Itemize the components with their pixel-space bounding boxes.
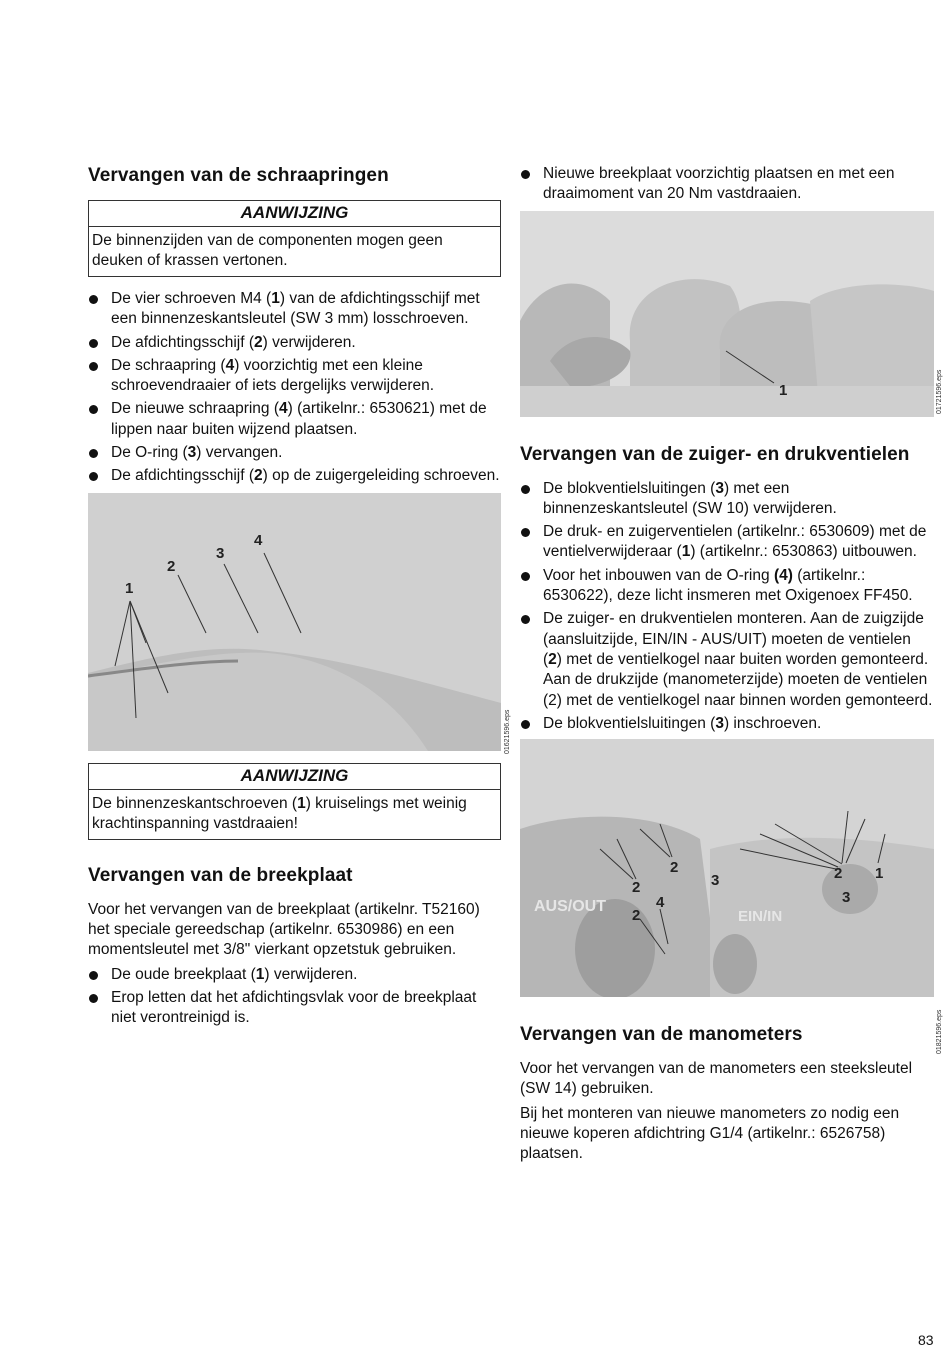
figure-code: 01621596.eps [504, 709, 511, 754]
bullet-list-0 [520, 164, 934, 205]
callout-2a: 2 [632, 879, 641, 897]
figure-ventielen [520, 739, 934, 997]
list-item: De schraapring (4) voorzichtig met een kleine schroevendraaier of iets dergelijks verwijderen. [88, 356, 501, 397]
heading-zuiger-drukventielen: Vervangen van de zuiger- en drukventielen [520, 443, 910, 465]
figure-breekplaat-drawing [520, 211, 934, 417]
callout-3: 3 [216, 544, 225, 562]
callout-3b: 3 [842, 889, 851, 907]
list-item: De afdichtingsschijf (2) op de zuigergeleiding schroeven. [88, 466, 501, 486]
print-ein-in: EIN/IN [738, 908, 783, 926]
figure-schraapring-drawing [88, 493, 501, 751]
list-item: De afdichtingsschijf (2) verwijderen. [88, 333, 501, 353]
note-text: De binnenzijden van de componenten mogen geen deuken of krassen vertonen. [92, 232, 443, 269]
bullet-list-3 [520, 479, 934, 735]
heading-schraapringen: Vervangen van de schraapringen [88, 165, 389, 186]
callout-1: 1 [125, 579, 134, 597]
list-item: Voor het inbouwen van de O-ring (4) (artikelnr.: 6530622), deze licht insmeren met Oxigenoex FF450. [520, 566, 934, 607]
note-box-1 [88, 200, 501, 277]
callout-2c: 2 [632, 907, 641, 925]
list-item: De zuiger- en drukventielen monteren. Aan de zuigzijde (aansluitzijde, EIN/IN - AUS/UIT) moeten de ventielen (2) met de ventielkogel naar buiten worden gemonteerd. Aan de drukzijde (manometerzijde) moeten de ventielen (2) met de ventielkogel naar binnen worden gemonteerd. [520, 609, 934, 710]
bullet-list-2 [88, 965, 501, 1029]
paragraph: Voor het vervangen van de breekplaat (artikelnr. T52160) het speciale gereedschap (artikelnr. 6530986) en een momentsleutel met 3/8" vierkant opzetstuk gebruiken. [88, 900, 480, 959]
right-column [520, 164, 943, 1169]
note-title: AANWIJZING [89, 764, 500, 790]
note-title: AANWIJZING [89, 201, 500, 227]
callout-3a: 3 [711, 872, 720, 890]
figure-code: 01721596.eps [936, 369, 943, 414]
list-item: De druk- en zuigerventielen (artikelnr.: 6530609) met de ventielverwijderaar (1) (artikelnr.: 6530863) uitbouwen. [520, 522, 934, 563]
callout-2d: 2 [834, 865, 843, 883]
note-box-2 [88, 763, 501, 840]
list-item: Erop letten dat het afdichtingsvlak voor de breekplaat niet verontreinigd is. [88, 988, 501, 1029]
list-item: De blokventielsluitingen (3) inschroeven. [520, 714, 934, 734]
callout-1: 1 [779, 381, 788, 399]
figure-ventielen-drawing [520, 739, 934, 997]
list-item: De O-ring (3) vervangen. [88, 443, 501, 463]
callout-1: 1 [875, 865, 884, 883]
callout-4: 4 [254, 531, 263, 549]
list-item: De nieuwe schraapring (4) (artikelnr.: 6530621) met de lippen naar buiten wijzend plaatsen. [88, 399, 501, 440]
callout-2: 2 [167, 557, 176, 575]
figure-breekplaat [520, 211, 934, 417]
figure-schraapring [88, 493, 501, 751]
paragraph: Voor het vervangen van de manometers een steeksleutel (SW 14) gebruiken. [520, 1060, 913, 1098]
callout-2b: 2 [670, 859, 679, 877]
page-number: 83 [918, 1332, 934, 1348]
left-column [88, 164, 511, 1031]
heading-manometers: Vervangen van de manometers [520, 1024, 803, 1046]
list-item: De oude breekplaat (1) verwijderen. [88, 965, 501, 985]
bullet-list-1 [88, 289, 501, 487]
figure-code: 01821596.eps [936, 1009, 943, 1054]
callout-4: 4 [656, 894, 665, 912]
list-item: De vier schroeven M4 (1) van de afdichtingsschijf met een binnenzeskantsleutel (SW 3 mm) losschroeven. [88, 289, 501, 330]
heading-breekplaat: Vervangen van de breekplaat [88, 864, 353, 886]
list-item: Nieuwe breekplaat voorzichtig plaatsen en met een draaimoment van 20 Nm vastdraaien. [520, 164, 934, 205]
note-text: De binnenzeskantschroeven (1) kruiselings met weinig krachtinspanning vastdraaien! [92, 794, 467, 832]
print-aus-out: AUS/OUT [534, 898, 606, 916]
paragraph: Bij het monteren van nieuwe manometers zo nodig een nieuwe koperen afdichtring G1/4 (artikelnr.: 6526758) plaatsen. [520, 1104, 900, 1163]
list-item: De blokventielsluitingen (3) met een binnenzeskantsleutel (SW 10) verwijderen. [520, 479, 934, 520]
